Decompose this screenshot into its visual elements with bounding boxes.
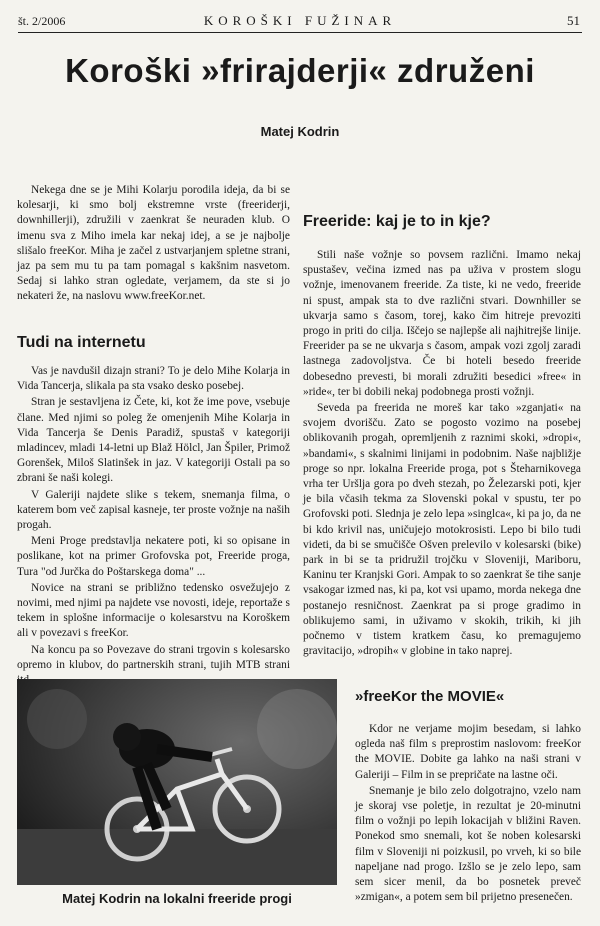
paragraph: Seveda pa freerida ne moreš kar tako »zganjati« na svojem dvorišču. Zato se pogosto vozimo na posebej oblikovanih progah, opremljenih z raznimi skoki, »dropi«, »bandami«, s skalnimi linijami in podobnim. Naše najbližje proge so npr. lokalna Freeride proga, pot s Šteharnikovega vrha ter Uršlja gora po dveh stezah, po Železarski poti, kjer je bila včasih tekma za Slovenski pokal v spustu, ter po Grofovski poti. Slednja je zelo lepa »singlca«, ki pa jo, da ne bi kdo krivil nas, uničujejo motokrosisti. Lepo bi bilo tudi videti, da bi se smučišče Ošven prelevilo v kolesarski (bike) park in bi se ta pridružil trojčku v Sloveniji, Mariboru, Kaninu ter Kranjski Gori. Ampak to so zaenkrat še tihe sanje vsakogar izmed nas, ki pa, kot vsi upamo, morda nekega dne postanejo resničnost. Zaenkrat pa si proge gradimo in oblikujemo sami, in uživamo v skokih, trikih, ki jih počnemo v tistem kratkem času, ko premagujemo gravitacijo, »dropih« v globine in tako naprej. bbox=[303, 402, 581, 658]
author-byline: Matej Kodrin bbox=[260, 124, 340, 139]
paragraph: Novice na strani se približno tedensko osvežujejo z novimi, med njimi pa najdete vse novosti, ideje, reportaže s tekem in splošne informacije o kolesarstvu na Koroškem ali v povezavi s freeKor. bbox=[17, 581, 290, 640]
intro-text bbox=[17, 183, 290, 305]
section-heading-internet: Tudi na internetu bbox=[17, 334, 146, 351]
internet-section-text bbox=[17, 364, 290, 688]
movie-section-text bbox=[355, 722, 581, 905]
article-title: Koroški »frirajderji« združeni bbox=[65, 52, 535, 89]
section-heading-movie: »freeKor the MOVIE« bbox=[355, 688, 505, 705]
rider-photo bbox=[17, 679, 337, 885]
paragraph: Snemanje je bilo zelo dolgotrajno, vzelo nam je skoraj vse poletje, in rezultat je 20-minutni film o vožnji po lepih lokacijah v bližini Raven. Ponekod smo snemali, kot še noben kolesarski film v Sloveniji ni poizkusil, po vrveh, ki so bile napeljane nad progo. Izšlo se je zelo lepo, sam sem sicer menil, da bo posnetek preveč »zmigan«, a potem sem bil prijetno presenečen. bbox=[355, 784, 581, 904]
intro-paragraph: Nekega dne se je Mihi Kolarju porodila ideja, da bi se kolesarji, ki smo bolj ekstremne vrste (freeriderji, downhillerji), združili v zaenkrat še neuraden klub. O imenu sva z Miho imela kar nekaj idej, a se je najbolje slišalo freeKor. Miha je začel z ustvarjanjem spletne strani, jaz pa sem mu tu pa tam pomagal s kakšnim nasvetom. Sedaj si lahko stran ogledate, verjamem, da ste si jo nekateri že, na naslovu www.freeKor.net. bbox=[17, 184, 290, 303]
mountain-bike-rider-image bbox=[17, 679, 337, 885]
page-header bbox=[18, 12, 582, 33]
issue-number: št. 2/2006 bbox=[18, 14, 66, 28]
journal-name: KOROŠKI FUŽINAR bbox=[203, 13, 397, 28]
paragraph: Vas je navdušil dizajn strani? To je delo Mihe Kolarja in Vida Tancerja, slikala pa sta vsako desko posebej. bbox=[17, 365, 290, 393]
freeride-section-text bbox=[303, 248, 581, 659]
paragraph: Meni Proge predstavlja nekatere poti, ki so opisane in poslikane, kot na primer Grofovska pot, Freeride proga, Tura "od Jurčka do Poštarskega doma" ... bbox=[17, 535, 290, 578]
page-number: 51 bbox=[567, 13, 580, 28]
paragraph: V Galeriji najdete slike s tekem, snemanja filma, o katerem bom več zapisal kasneje, ter proste vožnje na naših progah. bbox=[17, 488, 290, 532]
photo-caption: Matej Kodrin na lokalni freeride progi bbox=[62, 891, 292, 906]
paragraph: Na koncu pa so Povezave do strani trgovin s kolesarsko opremo in klubov, do partnerskih strani, tujih MTB strani bbox=[17, 643, 290, 671]
paragraph: Kdor ne verjame mojim besedam, si lahko ogleda naš film s preprostim naslovom: freeKor the MOVIE. Dobite ga lahko na naši strani v Galeriji – Film in se prepričate na lastne oči. bbox=[355, 723, 581, 781]
paragraph: Stili naše vožnje so povsem različni. Imamo nekaj spustašev, večina izmed nas pa uživa v prostem slogu vožnje, imenovanem freeride. Za tiste, ki ne vedo, freeride ni spust, ampak sta to dve različni stvari. Downhiller se ukvarja samo s časom, torej, kako čim hitreje prevoziti progo in priti do cilja. Iščejo se najlepše ali najhitrejše linije. Freerider pa se ne ukvarja s časom, ampak vozi zgolj zaradi lastnega zadovoljstva. Če bi hoteli besedo freeride dobesedno prevesti, bi morali združiti besedici »free« in »ride«, ter bi dobili nekaj podobnega prosti vožnji. bbox=[303, 249, 581, 398]
section-heading-freeride: Freeride: kaj je to in kje? bbox=[303, 213, 491, 230]
paragraph: Stran je sestavljena iz Čete, ki, kot že ime pove, vsebuje člane. Med njimi so poleg že omenjenih Mihe Kolarja in Vida Tancerja še Denis Paradiž, spustaš v kategoriji mladincev, mladi 14-letni up Blaž Hölcl, Jan Špiler, Primož Gorenšek, Miloš Slatinšek in jaz. V kategoriji Ostali pa so zbrani še naši kolegi. bbox=[17, 396, 290, 485]
